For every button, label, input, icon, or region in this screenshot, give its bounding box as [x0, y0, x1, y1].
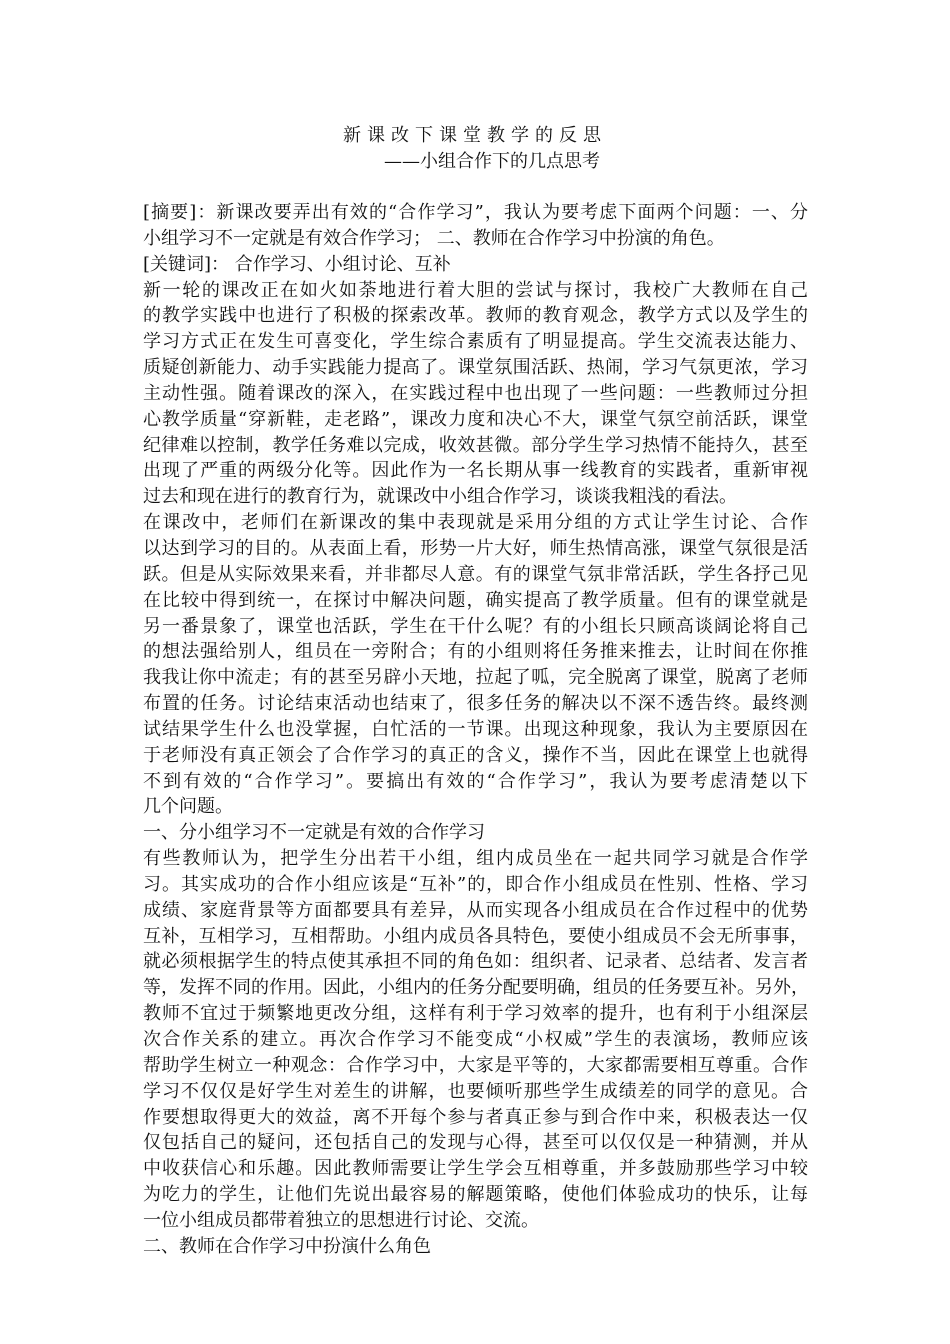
text-line: 出现了严重的两级分化等。因此作为一名长期从事一线教育的实践者，重新审视 — [143, 460, 808, 482]
text-line: 几个问题。 — [143, 796, 233, 818]
text-line: 跃。但是从实际效果来看，并非都尽人意。有的课堂气氛非常活跃，学生各抒己见 — [143, 563, 808, 585]
text-line: 新一轮的课改正在如火如荼地进行着大胆的尝试与探讨，我校广大教师在自己 — [143, 279, 808, 301]
text-line: 习。其实成功的合作小组应该是“互补”的，即合作小组成员在性别、性格、学习 — [143, 873, 808, 895]
text-line: 教师不宜过于频繁地更改分组，这样有利于学习效率的提升，也有利于小组深层 — [143, 1003, 808, 1025]
text-line: 的教学实践中也进行了积极的探索改革。教师的教育观念，教学方式以及学生的 — [143, 305, 808, 327]
text-line: 心教学质量“穿新鞋，走老路”，课改力度和决心不大，课堂气氛空前活跃，课堂 — [143, 408, 808, 430]
text-line: 小组学习不一定就是有效合作学习； 二、教师在合作学习中扮演的角色。 — [143, 227, 725, 249]
text-line: 等，发挥不同的作用。因此，小组内的任务分配要明确，组员的任务要互补。另外， — [143, 977, 809, 999]
text-line: 我我让你中流走；有的甚至另辟小天地，拉起了呱，完全脱离了课堂，脱离了老师 — [143, 667, 808, 689]
text-line: 于老师没有真正领会了合作学习的真正的含义，操作不当，因此在课堂上也就得 — [143, 744, 808, 766]
text-line: 就必须根据学生的特点使其承担不同的角色如：组织者、记录者、总结者、发言者 — [143, 951, 808, 973]
text-line: 布置的任务。讨论结束活动也结束了，很多任务的解决以不深不透告终。最终测 — [143, 693, 808, 715]
text-line: 纪律难以控制，教学任务难以完成，收效甚微。部分学生学习热情不能持久，甚至 — [143, 434, 808, 456]
text-line: 另一番景象了，课堂也活跃，学生在干什么呢？有的小组长只顾高谈阔论将自己 — [143, 615, 808, 637]
text-line: [摘要]：新课改要弄出有效的“合作学习”，我认为要考虑下面两个问题：一、分 — [143, 202, 808, 223]
text-line: 次合作关系的建立。再次合作学习不能变成“小权威”学生的表演场，教师应该 — [143, 1029, 808, 1050]
text-line: 学习方式正在发生可喜变化，学生综合素质有了明显提高。学生交流表达能力、 — [143, 331, 808, 353]
text-line: 中收获信心和乐趣。因此教师需要让学生学会互相尊重，并多鼓励那些学习中较 — [143, 1158, 808, 1180]
text-line: 在课改中，老师们在新课改的集中表现就是采用分组的方式让学生讨论、合作 — [143, 512, 808, 534]
document-subtitle: ——小组合作下的几点思考 — [384, 151, 600, 172]
text-line: 试结果学生什么也没掌握，白忙活的一节课。出现这种现象，我认为主要原因在 — [143, 718, 808, 740]
text-line: 互补，互相学习，互相帮助。小组内成员各具特色，要使小组成员不会无所事事， — [143, 925, 808, 947]
text-line: 帮助学生树立一种观念：合作学习中，大家是平等的，大家都需要相互尊重。合作 — [143, 1054, 808, 1076]
text-line: 仅包括自己的疑问，还包括自己的发现与心得，甚至可以仅仅是一种猜测，并从 — [143, 1132, 808, 1154]
text-line: 在比较中得到统一，在探讨中解决问题，确实提高了教学质量。但有的课堂就是 — [143, 589, 808, 611]
text-line: 以达到学习的目的。从表面上看，形势一片大好，师生热情高涨，课堂气氛很是活 — [143, 537, 808, 559]
text-line: 过去和现在进行的教育行为，就课改中小组合作学习，谈谈我粗浅的看法。 — [143, 486, 737, 508]
text-line: [关键词]： 合作学习、小组讨论、互补 — [143, 253, 451, 275]
text-line: 成绩、家庭背景等方面都要具有差异，从而实现各小组成员在合作过程中的优势 — [143, 899, 808, 921]
text-line: 一、分小组学习不一定就是有效的合作学习 — [143, 822, 485, 844]
document-body — [143, 200, 808, 1260]
text-line: 二、教师在合作学习中扮演什么角色 — [143, 1235, 431, 1257]
text-line: 一位小组成员都带着独立的思想进行讨论、交流。 — [143, 1209, 539, 1231]
text-line: 作要想取得更大的效益，离不开每个参与者真正参与到合作中来，积极表达一仅 — [143, 1106, 808, 1128]
document-title: 新课改下课堂教学的反思 — [343, 125, 607, 146]
text-line: 的想法强给别人，组员在一旁附合；有的小组则将任务推来推去，让时间在你推 — [143, 641, 808, 663]
text-line: 质疑创新能力、动手实践能力提高了。课堂氛围活跃、热闹，学习气氛更浓，学习 — [143, 357, 808, 379]
text-line: 学习不仅仅是好学生对差生的讲解，也要倾听那些学生成绩差的同学的意见。合 — [143, 1080, 808, 1102]
text-line: 为吃力的学生，让他们先说出最容易的解题策略，使他们体验成功的快乐，让每 — [143, 1184, 808, 1206]
text-line: 不到有效的“合作学习”。要搞出有效的“合作学习”，我认为要考虑清楚以下 — [143, 770, 808, 792]
text-line: 主动性强。随着课改的深入，在实践过程中也出现了一些问题：一些教师过分担 — [143, 382, 808, 404]
text-line: 有些教师认为，把学生分出若干小组，组内成员坐在一起共同学习就是合作学 — [143, 848, 808, 870]
